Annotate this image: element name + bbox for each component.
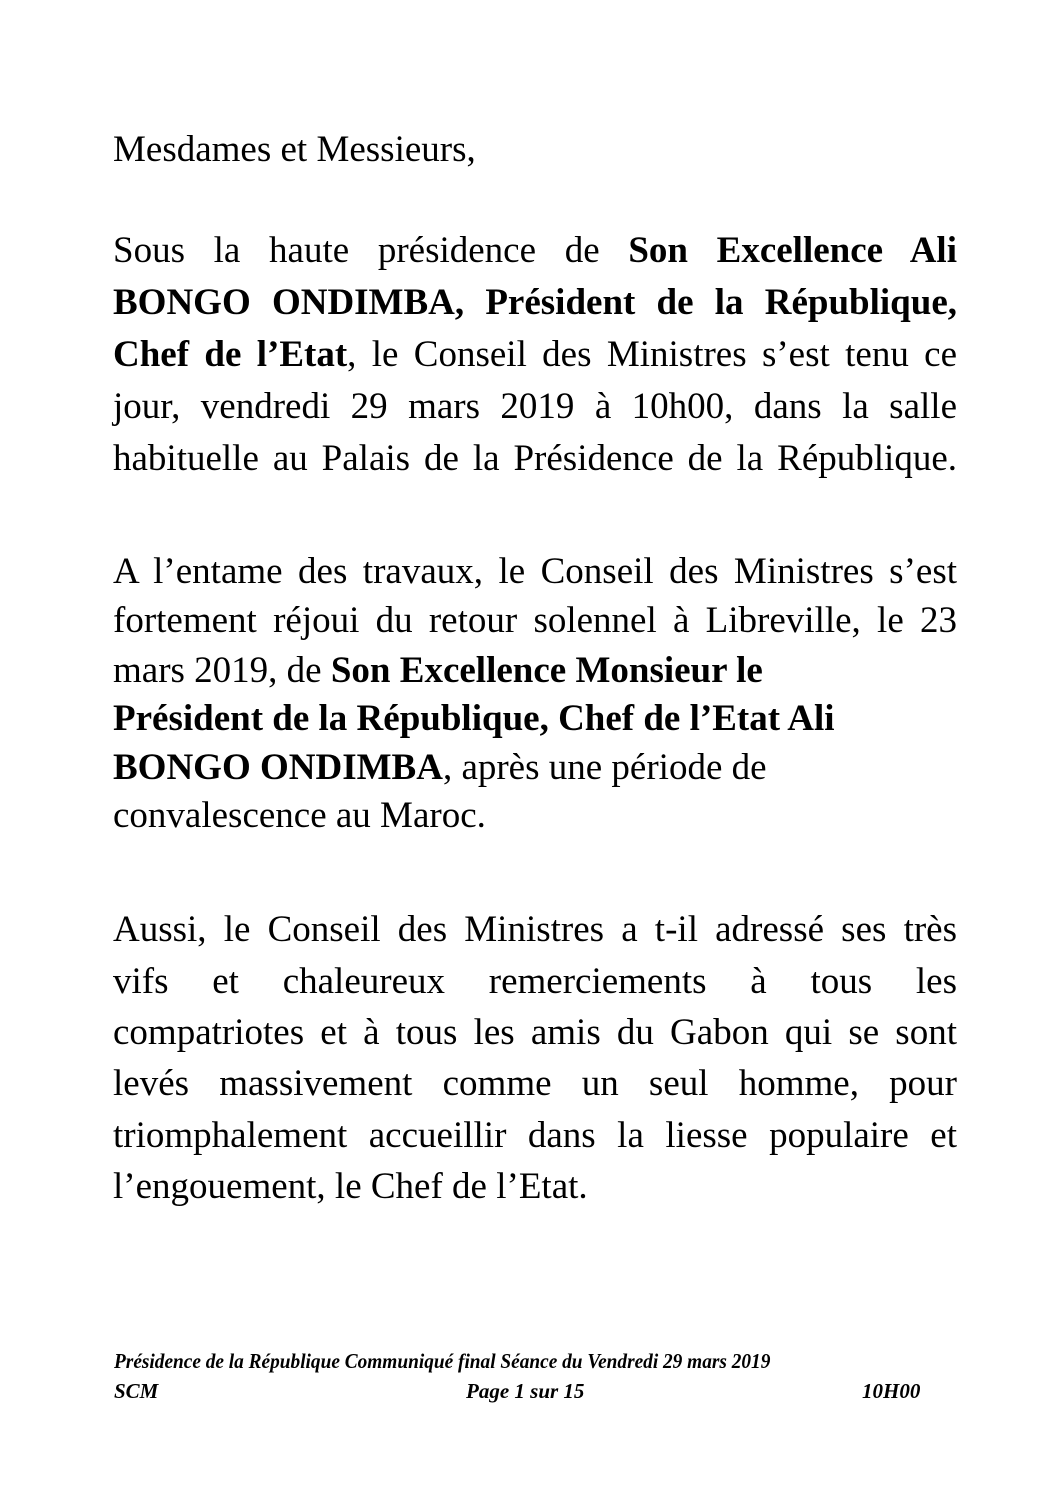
paragraph-line (113, 550, 957, 594)
text-run: convalescence au Maroc. (113, 795, 486, 836)
footer-page-number: Page 1 sur 15 (466, 1379, 585, 1403)
bold-text-run: Son Excellence Monsieur le (330, 650, 763, 691)
text-run: habituelle au Palais de la Présidence de la République. (113, 438, 957, 479)
footer-title: Présidence de la République Communiqué final Séance du Vendredi 29 mars 2019 (114, 1349, 771, 1373)
bold-text-run: Son Excellence Ali (628, 230, 957, 271)
paragraph-line (113, 281, 957, 325)
salutation: Mesdames et Messieurs, (113, 129, 476, 170)
paragraph-line (113, 1062, 957, 1106)
text-run: Aussi, le Conseil des Ministres a t-il adressé ses très (113, 909, 957, 950)
text-run: triomphalement accueillir dans la liesse populaire et (113, 1115, 957, 1156)
paragraph-line (113, 794, 957, 838)
paragraph-line (113, 599, 957, 643)
paragraph-line (113, 333, 957, 377)
bold-text-run: Président de la République, Chef de l’Etat Ali (113, 698, 835, 739)
paragraph-line (113, 229, 957, 273)
paragraph-line (113, 908, 957, 952)
text-run: mars 2019, de (113, 650, 331, 691)
paragraph-line (113, 649, 957, 693)
paragraph-line (113, 1165, 957, 1209)
text-run: l’engouement, le Chef de l’Etat. (113, 1166, 588, 1207)
text-run: fortement réjoui du retour solennel à Libreville, le 23 (113, 600, 957, 641)
text-run: vifs et chaleureux remerciements à tous les (113, 961, 957, 1002)
paragraph-line (113, 385, 957, 429)
bold-text-run: BONGO ONDIMBA (113, 747, 443, 788)
footer-department: SCM (114, 1379, 159, 1403)
text-run: A l’entame des travaux, le Conseil des Ministres s’est (113, 551, 957, 592)
paragraph-line (113, 960, 957, 1004)
bold-text-run: BONGO ONDIMBA, Président de la République, (113, 282, 957, 323)
paragraph-line (113, 746, 957, 790)
text-run: , le Conseil des Ministres s’est tenu ce (347, 334, 958, 375)
paragraph-line (113, 697, 957, 741)
text-run: levés massivement comme un seul homme, pour (113, 1063, 957, 1104)
paragraph-line (113, 1114, 957, 1158)
paragraph-line (113, 1011, 957, 1055)
text-run: Sous la haute présidence de (113, 230, 629, 271)
bold-text-run: Chef de l’Etat (113, 334, 348, 375)
paragraph-line (113, 437, 957, 481)
text-run: jour, vendredi 29 mars 2019 à 10h00, dans la salle (113, 386, 957, 427)
text-run: compatriotes et à tous les amis du Gabon qui se sont (113, 1012, 957, 1053)
footer-time: 10H00 (862, 1379, 921, 1403)
text-run: , après une période de (442, 747, 767, 788)
